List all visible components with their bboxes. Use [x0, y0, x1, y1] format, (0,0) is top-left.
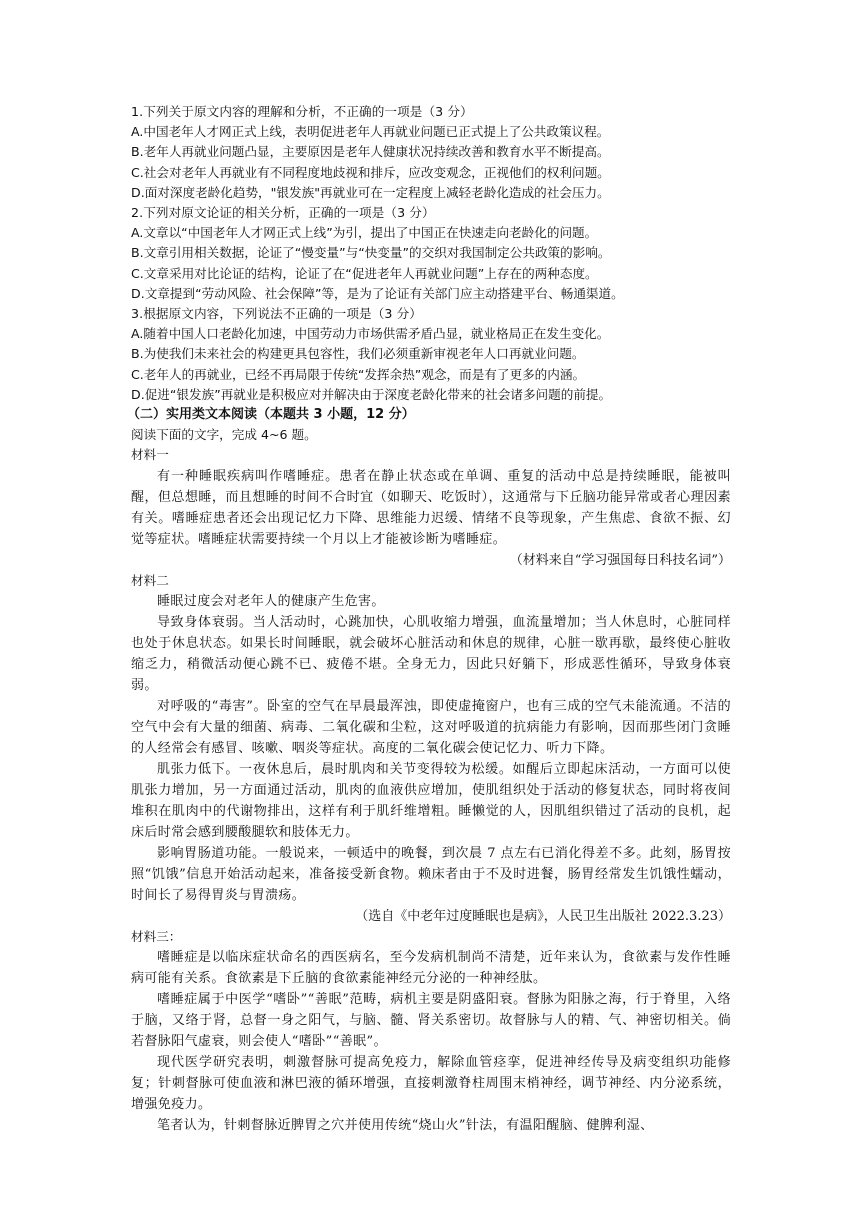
section-instruction: 阅读下面的文字，完成 4~6 题。: [131, 427, 317, 443]
material-3-heading: 材料三：: [131, 928, 182, 944]
question-2: [131, 203, 731, 304]
material-3-paragraph: 嗜睡症是以临床症状命名的西医病名，至今发病机制尚不清楚，近年来认为，食欲素与发作性睡病可能有关系。食欲素是下丘脑的食欲素能神经元分泌的一种神经肽。: [131, 950, 731, 987]
material-2-paragraph: 导致身体衰弱。当人活动时，心跳加快，心肌收缩力增强，血流量增加；当人休息时，心脏同样也处于休息状态。如果长时间睡眠，就会破坏心脏活动和休息的规律，心脏一歇再歇，最终使心脏收缩乏力，稍微活动便心跳不已、疲倦不堪。全身无力，因此只好躺下，形成恶性循环，导致身体衰弱。: [131, 614, 731, 693]
option-a: A.中国老年人才网正式上线，表明促进老年人再就业问题已正式提上了公共政策议程。: [131, 124, 610, 140]
option-c: C.社会对老年人再就业有不同程度地歧视和排斥，应改变观念，正视他们的权利问题。: [131, 164, 610, 180]
document-page: [127, 102, 731, 1136]
material-1-heading: 材料一: [131, 447, 169, 463]
material-2-paragraph: 肌张力低下。一夜休息后，晨时肌肉和关节变得较为松缓。如醒后立即起床活动，一方面可以使肌张力增加，另一方面通过活动，肌肉的血液供应增加，使肌组织处于活动的修复状态，同时将夜间堆积在肌肉中的代谢物排出，这样有利于肌纤维增粗。睡懒觉的人，因肌组织错过了活动的良机，起床后时常会感到腰酸腿软和肢体无力。: [131, 761, 731, 840]
question-stem: 3.根据原文内容，下列说法不正确的一项是（3 分）: [131, 306, 422, 322]
material-2-paragraph: 影响胃肠道功能。一般说来，一顿适中的晚餐，到次晨 7 点左右已消化得差不多。此刻，肠胃按照“饥饿”信息开始活动起来，准备接受新食物。赖床者由于不及时进餐，肠胃经常发生饥饿性蠕动，时间长了易得胃炎与胃溃疡。: [131, 845, 731, 903]
material-3-paragraph: 嗜睡症属于中医学“嗜卧”“善眠”范畴，病机主要是阴盛阳衰。督脉为阳脉之海，行于脊里，入络于脑，又络于肾，总督一身之阳气，与脑、髓、肾关系密切。故督脉与人的精、气、神密切相关。倘若督脉阳气虚衰，则会使人“嗜卧”“善眠”。: [131, 992, 731, 1050]
option-a: A.文章以“中国老年人才网正式上线”为引，提出了中国正在快速走向老龄化的问题。: [131, 225, 598, 241]
option-b: B.文章引用相关数据，论证了“慢变量”与“快变量”的交织对我国制定公共政策的影响。: [131, 245, 611, 261]
material-1-paragraph: 有一种睡眠疾病叫作嗜睡症。患者在静止状态或在单调、重复的活动中总是持续睡眠，能被叫醒，但总想睡，而且想睡的时间不合时宜（如聊天、吃饭时），这通常与下丘脑功能异常或者心理因素有关。嗜睡症患者还会出现记忆力下降、思维能力迟缓、情绪不良等现象，产生焦虑、食欲不振、幻觉等症状。嗜睡症状需要持续一个月以上才能被诊断为嗜睡症。: [131, 468, 731, 547]
material-2-source: （选自《中老年过度睡眠也是病》，人民卫生出版社 2022.3.23）: [355, 908, 731, 924]
material-2-paragraph: 对呼吸的“毒害”。卧室的空气在早晨最浑浊，即使虚掩窗户，也有三成的空气未能流通。不洁的空气中会有大量的细菌、病毒、二氧化碳和尘粒，这对呼吸道的抗病能力有影响，因而那些闭门贪睡的人经常会有感冒、咳嗽、咽炎等症状。高度的二氧化碳会使记忆力、听力下降。: [131, 698, 731, 756]
material-2-heading: 材料二: [131, 572, 169, 588]
option-c: C.老年人的再就业，已经不再局限于传统“发挥余热”观念，而是有了更多的内涵。: [131, 366, 586, 382]
option-c: C.文章采用对比论证的结构，论证了在“促进老年人再就业问题”上存在的两种态度。: [131, 265, 598, 281]
material-3-paragraph: 现代医学研究表明，刺激督脉可提高免疫力，解除血管痉挛，促进神经传导及病变组织功能修复；针刺督脉可使血液和淋巴液的循环增强，直接刺激脊柱周围末梢神经，调节神经、内分泌系统，增强免疫力。: [131, 1055, 731, 1113]
option-b: B.为使我们未来社会的构建更具包容性，我们必须重新审视老年人口再就业问题。: [131, 346, 585, 362]
option-b: B.老年人再就业问题凸显，主要原因是老年人健康状况持续改善和教育水平不断提高。: [131, 144, 610, 160]
material-1-source: （材料来自“学习强国每日科技名词”）: [509, 552, 731, 568]
question-stem: 2.下列对原文论证的相关分析，正确的一项是（3 分）: [131, 205, 435, 221]
option-d: D.文章提到“劳动风险、社会保障”等，是为了论证有关部门应主动搭建平台、畅通渠道。: [131, 285, 624, 301]
question-stem: 1.下列关于原文内容的理解和分析，不正确的一项是（3 分）: [131, 104, 473, 119]
question-3: [131, 304, 731, 405]
section-title: （二）实用类文本阅读（本题共 3 小题，12 分）: [127, 407, 415, 423]
material-3-paragraph: 笔者认为，针刺督脉近脾胃之穴并使用传统“烧山火”针法，有温阳醒脑、健脾利湿、: [157, 1118, 654, 1134]
material-2-paragraph: 睡眠过度会对老年人的健康产生危害。: [157, 593, 385, 609]
question-1: [131, 102, 731, 203]
option-d: D.促进“银发族”再就业是积极应对并解决由于深度老龄化带来的社会诸多问题的前提。: [131, 386, 612, 402]
option-d: D.面对深度老龄化趋势，"银发族"再就业可在一定程度上减轻老龄化造成的社会压力。: [131, 184, 610, 200]
option-a: A.随着中国人口老龄化加速，中国劳动力市场供需矛盾凸显，就业格局正在发生变化。: [131, 326, 610, 342]
